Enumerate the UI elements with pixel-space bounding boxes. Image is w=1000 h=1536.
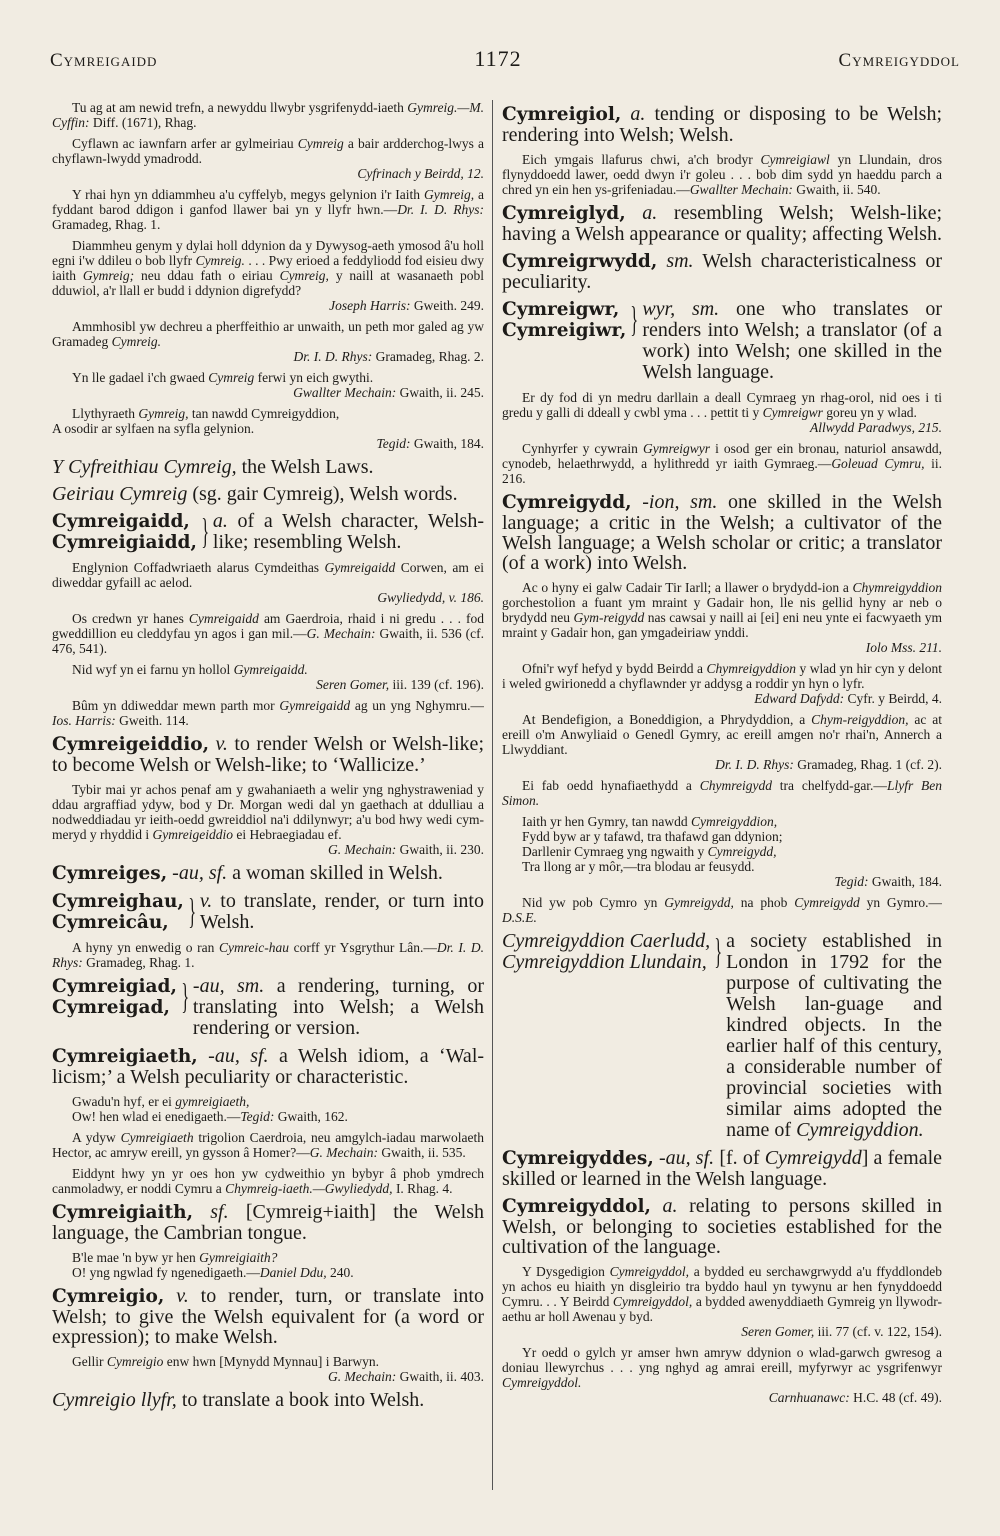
dictionary-entry: Cymreigiaith, sf. [Cymreig+iaith] the Welsh language, the Cambrian tongue.	[52, 1201, 484, 1244]
running-head	[50, 46, 960, 72]
dictionary-entry: Cymreigiol, a. tending or disposing to be Welsh; rendering into Welsh; Welsh.	[502, 103, 942, 146]
quotation: Nid wyf yn ei farnu yn hollol Gymreigaidd. Seren Gomer, iii. 139 (cf. 196).	[72, 662, 484, 692]
quotation: Ac o hyny ei galw Cadair Tir Iarll; a llawer o brydydd-ion a Chymreigyddion gorchestolion a fuant ym mraint y Gadair hon, lle nis gellid hyny ar neb o brydydd neu Gym-reigydd nas cawsai y naill ai [ei] eni neu ynte ei facwyaeth ym mraint y Gadair hon, gan ymgadeiriaw ynddi. Iolo Mss. 211.	[502, 580, 942, 655]
brace: }	[188, 891, 197, 931]
dictionary-entry: Cymreigydd, -ion, sm. one skilled in the Welsh language; a critic in the Welsh; a cultivator of the Welsh language; a Welsh scholar or critic; a translator (of a work) into Welsh.	[502, 491, 942, 574]
verse-quotation: B'le mae 'n byw yr hen Gymreigiaith? O! yng ngwlad fy ngenedigaeth.—Daniel Ddu, 240.	[72, 1250, 354, 1280]
quotation: Ofni'r wyf hefyd y bydd Beirdd a Chymreigyddion y wlad yn hir cyn y delont i weled gwirionedd a chyflawnder yr addysg a roddir yn hyn o lyfr. Edward Dafydd: Cyfr. y Beirdd, 4.	[502, 661, 942, 706]
left-column	[52, 100, 484, 1526]
dictionary-entry: Cymreigio, v. to render, turn, or translate into Welsh; to give the Welsh equivalent for (a word or expression); to make Welsh.	[52, 1285, 484, 1348]
quotation: Ammhosibl yw dechreu a pherffeithio ar unwaith, un peth mor galed ag yw Gramadeg Cymreig. Dr. I. D. Rhys: Gramadeg, Rhag. 2.	[52, 319, 484, 364]
quotation: Y Dysgedigion Cymreigyddol, a bydded eu serchawgrwydd a'u ffyddlondeb yn achos eu hiaith yn disgleirio tra byddo haul yn tywynu ar hen fynyddoedd Cymru. . . Y Beirdd Cymreigyddol, a bydded awenyddiaeth Gymreig yn llywodr-aethu ar holl Awenau y byd. Seren Gomer, iii. 77 (cf. v. 122, 154).	[502, 1264, 942, 1339]
dictionary-entry: Cymreigeiddio, v. to render Welsh or Welsh-like; to become Welsh or Welsh-like; to ‘Wallicize.’	[52, 733, 484, 776]
dictionary-entry: Cymreigyddes, -au, sf. [f. of Cymreigydd] a female skilled or learned in the Welsh language.	[502, 1147, 942, 1190]
dictionary-entry: Y Cyfreithiau Cymreig, the Welsh Laws.	[52, 456, 374, 478]
dictionary-entry: Cymreigyddol, a. relating to persons skilled in Welsh, or belonging to societies established for the cultivation of the language.	[502, 1195, 942, 1258]
dictionary-entry: Cymreigiaeth, -au, sf. a Welsh idiom, a ‘Wal-licism;’ a Welsh peculiarity or characteristic.	[52, 1045, 484, 1088]
quotation: Yn lle gadael i'ch gwaed Cymreig ferwi yn eich gwythi. Gwallter Mechain: Gwaith, ii. 245.	[72, 370, 484, 400]
running-head-right: Cymreigyddol	[838, 50, 960, 71]
quotation: Cyflawn ac iawnfarn arfer ar gylmeiriau Cymreig a bair ardderchog-lwys a chyflawn-lwydd ymadrodd. Cyfrinach y Beirdd, 12.	[52, 136, 484, 181]
quotation: Tybir mai yr achos penaf am y gwahaniaeth a welir yng nghystraweniad y ddau argraffiad ydyw, bod y Dr. Morgan wedi dal yn gaethach at ddulliau a nodweddiadau yr ieith-oedd gwreiddiol na'i ddilynwyr; a'u bod hwy wedi cym-meryd y rhyddid i Gymreigeiddio ei Hebraegiadau ef. G. Mechain: Gwaith, ii. 230.	[52, 782, 484, 857]
running-head-left: Cymreigaidd	[50, 50, 158, 71]
quotation: Ei fab oedd hynafiaethydd a Chymreigydd tra chelfydd-gar.—Llyfr Ben Simon.	[502, 778, 942, 808]
verse-quotation: Llythyraeth Gymreig, tan nawdd Cymreigyddion, A osodir ar sylfaen na syfla gelynion. Tegid: Gwaith, 184.	[52, 406, 484, 451]
right-column	[502, 100, 942, 1526]
quotation: Englynion Coffadwriaeth alarus Cymdeithas Gymreigaidd Corwen, am ei diweddar gyfaill ac aelod. Gwyliedydd, v. 186.	[52, 560, 484, 605]
dictionary-entry: Cymreigiad, Cymreigad, } -au, sm. a rendering, turning, or translating into Welsh; a Welsh rendering or version.	[52, 975, 484, 1039]
quotation: A hyny yn enwedig o ran Cymreic-hau corff yr Ysgrythur Lân.—Dr. I. D. Rhys: Gramadeg, Rhag. 1.	[52, 940, 484, 970]
dictionary-entry: Cymreighau, Cymreicâu, } v. to translate, render, or turn into Welsh.	[52, 890, 484, 933]
quotation: Gellir Cymreigio enw hwn [Mynydd Mynnau] i Barwyn. G. Mechain: Gwaith, ii. 403.	[72, 1354, 484, 1384]
quotation: Bûm yn ddiweddar mewn parth mor Gymreigaidd ag un yng Nghymru.—Ios. Harris: Gweith. 114.	[52, 698, 484, 728]
quotation: Os credwn yr hanes Cymreigaidd am Gaerdroia, rhaid i ni gredu . . . fod gweddillion eu cleddyfau yn agos i gan mil.—G. Mechain: Gwaith, ii. 536 (cf. 476, 541).	[52, 611, 484, 656]
dictionary-entry: Cymreigrwydd, sm. Welsh characteristicalness or peculiarity.	[502, 250, 942, 293]
page-number: 1172	[474, 46, 522, 71]
quotation: Eich ymgais llafurus chwi, a'ch brodyr Cymreigiawl yn Llundain, dros flynyddoedd lawer, oedd dwyn i'r goleu . . . bob dim sydd yn haeddu parch a chred yn ein hen ys-grifeniadau.—Gwallter Mechain: Gwaith, ii. 540.	[502, 152, 942, 197]
quotation: Nid yw pob Cymro yn Gymreigydd, na phob Cymreigydd yn Gymro.—D.S.E.	[502, 895, 942, 925]
quotation: A ydyw Cymreigiaeth trigolion Caerdroia, neu amgylch-iadau marwolaeth Hector, ac amryw ereill, yn gysson â Homer?—G. Mechain: Gwaith, ii. 535.	[52, 1130, 484, 1160]
quotation: Tu ag at am newid trefn, a newyddu llwybr ysgrifenydd-iaeth Gymreig.—M. Cyffin: Diff. (1671), Rhag.	[52, 100, 484, 130]
quotation: Er dy fod di yn medru darllain a deall Cymraeg yn rhag-orol, nid oes i ti gredu y galli di ddeall y cwbl yma . . . pettit ti y Cymreigwr goreu yn y wlad. Allwydd Paradwys, 215.	[502, 390, 942, 435]
column-divider	[492, 100, 493, 1490]
quotation: Y rhai hyn yn ddiammheu a'u cyffelyb, megys gelynion i'r Iaith Gymreig, a fyddant barod ddigon i ganfod llawer bai yn y llyfr hwn.—Dr. I. D. Rhys: Gramadeg, Rhag. 1.	[52, 187, 484, 232]
dictionary-entry: Cymreigyddion Caerludd, Cymreigyddion Llundain, } a society established in London in 1792 for the purpose of cultivating the Welsh lan-guage and kindred objects. In the earlier half of this century, a considerable number of provincial societies with similar aims adopted the name of Cymreigyddion.	[502, 930, 942, 1141]
quotation: Cynhyrfer y cywrain Gymreigwyr i osod ger ein bronau, naturiol ansawdd, cynodeb, helaethrwydd, a hylithredd yr iaith Gymraeg.—Goleuad Cymru, ii. 216.	[502, 441, 942, 486]
quotation: Diammheu genym y dylai holl ddynion da y Dywysog-aeth ymosod â'u holl egni i'w ddileu o bob llyfr Cymreig. . . . Pwy erioed a feddyliodd fod eisieu dwy iaith Gymreig; neu ddau fath o eiriau Cymreig, y naill at wasanaeth pobl dduwiol, a'r llall er budd i ddynion digrefydd? Joseph Harris: Gweith. 249.	[52, 238, 484, 313]
quotation: Eiddynt hwy yn yr oes hon yw cydweithio yn bybyr â phob ymdrech canmoladwy, er noddi Cymru a Chymreig-iaeth.—Gwyliedydd, I. Rhag. 4.	[52, 1166, 484, 1196]
brace: }	[714, 931, 723, 971]
dictionary-entry: Cymreiglyd, a. resembling Welsh; Welsh-like; having a Welsh appearance or quality; affecting Welsh.	[502, 202, 942, 245]
dictionary-entry: Cymreiges, -au, sf. a woman skilled in Welsh.	[52, 862, 443, 884]
dictionary-entry: Cymreigio llyfr, to translate a book into Welsh.	[52, 1389, 425, 1411]
dictionary-entry: Cymreigwr, Cymreigiwr, } wyr, sm. one who translates or renders into Welsh; a translator (of a work) into Welsh; one skilled in the Welsh language.	[502, 298, 942, 383]
verse-quotation: Iaith yr hen Gymry, tan nawdd Cymreigyddion, Fydd byw ar y tafawd, tra thafawd gan ddynion; Darllenir Cymraeg yng ngwaith y Cymreigydd, Tra llong ar y môr,—tra blodau ar feusydd. Tegid: Gwaith, 184.	[522, 814, 942, 889]
dictionary-entry: Cymreigaidd, Cymreigiaidd, } a. of a Welsh character, Welsh-like; resembling Welsh.	[52, 510, 484, 553]
brace: }	[201, 511, 210, 551]
quotation: At Bendefigion, a Boneddigion, a Phrydyddion, a Chym-reigyddion, ac at ereill o'm Anwyliaid o Genedl Gymry, ac ereill amgen no'r rhai'n, Annerch a Llwyddiant. Dr. I. D. Rhys: Gramadeg, Rhag. 1 (cf. 2).	[502, 712, 942, 772]
quotation: Yr oedd o gylch yr amser hwn amryw ddynion o wlad-garwch gwresog a doniau llewyrchus . . . yng nghyd ag amrai ereill, myfyrwyr ac ysgrifenwyr Cymreigyddol. Carnhuanawc: H.C. 48 (cf. 49).	[502, 1345, 942, 1405]
brace: }	[181, 976, 190, 1016]
dictionary-entry: Geiriau Cymreig (sg. gair Cymreig), Welsh words.	[52, 483, 458, 505]
brace: }	[630, 299, 639, 339]
verse-quotation: Gwadu'n hyf, er ei gymreigiaeth, Ow! hen wlad ei enedigaeth.—Tegid: Gwaith, 162.	[72, 1094, 348, 1124]
